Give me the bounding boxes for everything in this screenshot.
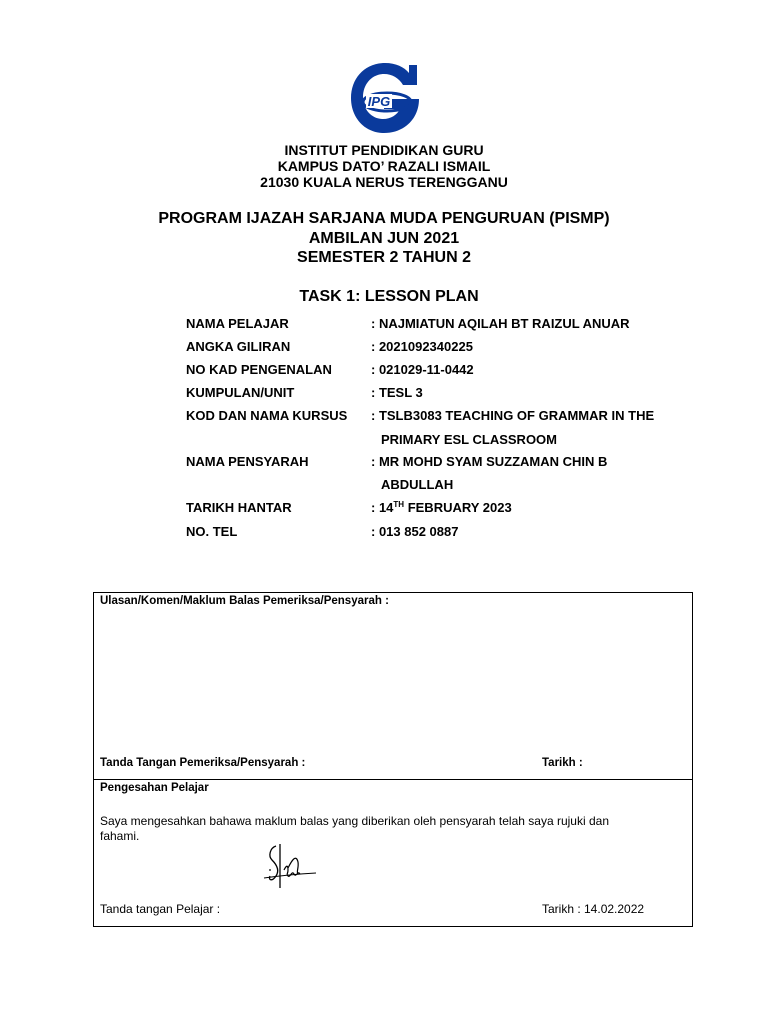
info-value-continued: ABDULLAH [381, 477, 454, 492]
intake: AMBILAN JUN 2021 [308, 229, 460, 247]
institute-name: INSTITUT PENDIDIKAN GURU [284, 142, 484, 158]
comment-label: Ulasan/Komen/Maklum Balas Pemeriksa/Pensyarah : [100, 595, 389, 607]
institute-heading [0, 142, 768, 190]
confirmation-text-line1: Saya mengesahkan bahawa maklum balas yang diberikan oleh pensyarah telah saya rujuki dan [100, 814, 609, 828]
info-label: NAMA PELAJAR [186, 316, 289, 331]
program-name: PROGRAM IJAZAH SARJANA MUDA PENGURUAN (PISMP) [158, 210, 610, 227]
confirmation-title: Pengesahan Pelajar [100, 782, 209, 794]
student-signature [258, 840, 328, 894]
info-value: : 013 852 0887 [371, 524, 459, 539]
date-day: : 14 [371, 500, 394, 515]
date-month-year: FEBRUARY 2023 [404, 500, 512, 515]
info-value: : TSLB3083 TEACHING OF GRAMMAR IN THE [371, 408, 655, 423]
signature-graphic [258, 840, 328, 894]
campus-address: 21030 KUALA NERUS TERENGGANU [260, 174, 508, 190]
info-label: KOD DAN NAMA KURSUS [186, 408, 348, 423]
info-label: NO. TEL [186, 524, 238, 539]
campus-name: KAMPUS DATO’ RAZALI ISMAIL [277, 158, 491, 174]
info-label: TARIKH HANTAR [186, 500, 292, 515]
info-value-continued: PRIMARY ESL CLASSROOM [381, 432, 558, 447]
date-ordinal: TH [393, 500, 405, 509]
info-label: KUMPULAN/UNIT [186, 385, 295, 400]
examiner-signature-label: Tanda Tangan Pemeriksa/Pensyarah : [100, 757, 306, 769]
feedback-divider [93, 779, 693, 780]
info-value: : 021029-11-0442 [371, 362, 474, 377]
info-label: ANGKA GILIRAN [186, 339, 291, 354]
ipg-logo-graphic [351, 61, 421, 135]
ipg-logo [351, 61, 421, 135]
student-signature-label: Tanda tangan Pelajar : [100, 902, 221, 916]
confirmation-text-line2: fahami. [100, 829, 140, 843]
info-value: : 2021092340225 [371, 339, 473, 354]
logo-text: IPG [367, 94, 391, 109]
info-label: NAMA PENSYARAH [186, 454, 309, 469]
info-value: : TESL 3 [371, 385, 423, 400]
info-value: : MR MOHD SYAM SUZZAMAN CHIN B [371, 454, 608, 469]
info-label: NO KAD PENGENALAN [186, 362, 332, 377]
program-heading [0, 209, 768, 268]
info-value: : NAJMIATUN AQILAH BT RAIZUL ANUAR [371, 316, 630, 331]
task-title: TASK 1: LESSON PLAN [299, 288, 479, 305]
examiner-date-label: Tarikh : [542, 757, 583, 769]
student-date: Tarikh : 14.02.2022 [542, 902, 645, 916]
semester: SEMESTER 2 TAHUN 2 [297, 249, 471, 266]
info-value [371, 500, 512, 515]
